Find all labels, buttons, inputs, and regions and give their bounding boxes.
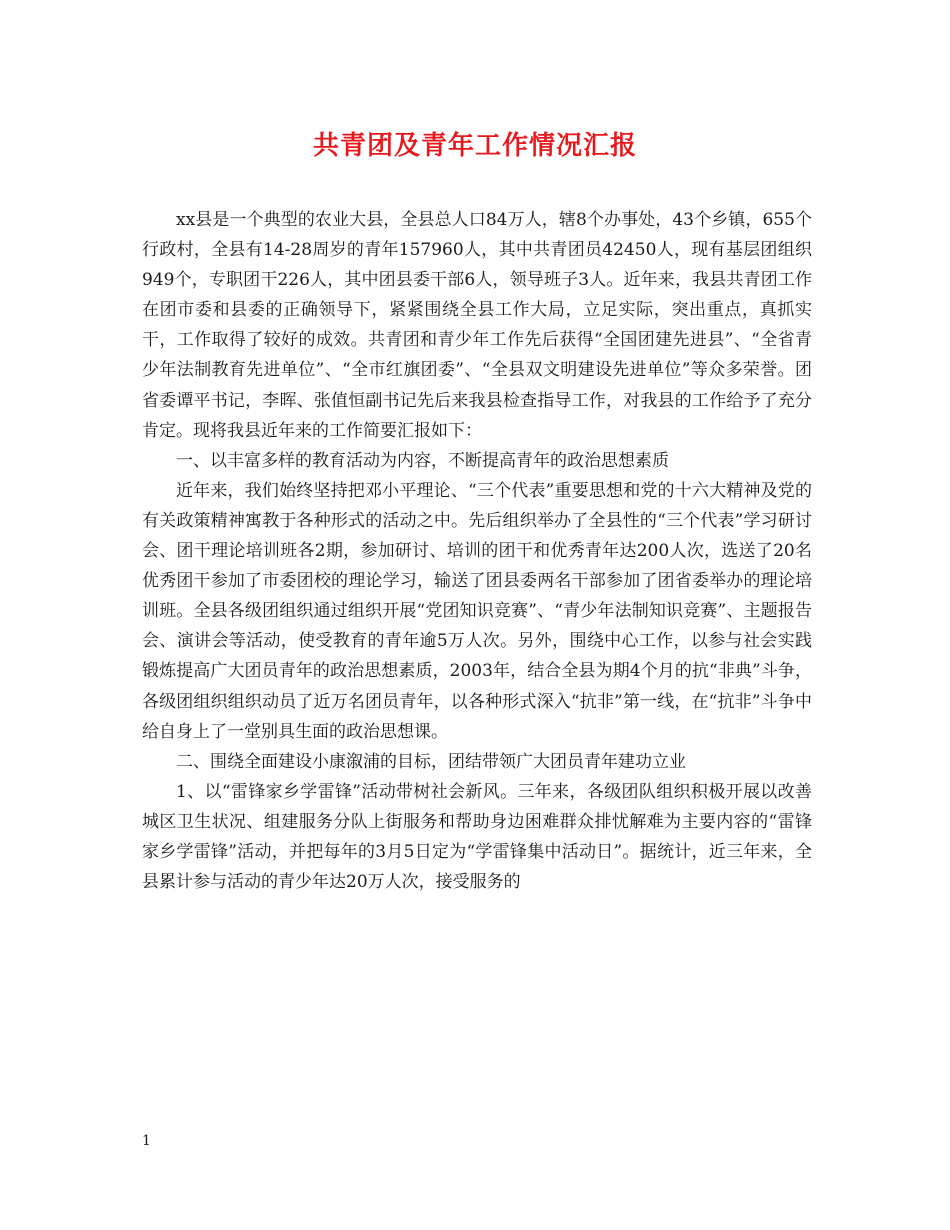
page-number: 1 — [142, 1133, 151, 1149]
section-heading-1: 一、以丰富多样的教育活动为内容，不断提高青年的政治思想素质 — [176, 450, 669, 471]
paragraph-intro: xx县是一个典型的农业大县，全县总人口84万人，辖8个办事处，43个乡镇，655个行政村，全县有14-28周岁的青年157960人，其中共青团员42450人，现有基层团组织949个，专职团干226人，其中团县委干部6人，领导班子3人。近年来，我县共青团工作在团市委和县委的正确领导下，紧紧围绕全县工作大局，立足实际，突出重点，真抓实干，工作取得了较好的成效。共青团和青少年工作先后获得“全国团建先进县”、“全省青少年法制教育先进单位”、“全市红旗团委”、“全县双文明建设先进单位”等众多荣誉。团省委谭平书记，李晖、张值恒副书记先后来我县检查指导工作，对我县的工作给予了充分肯定。现将我县近年来的工作简要汇报如下： — [142, 210, 812, 441]
document-title: 共青团及青年工作情况汇报 — [312, 131, 637, 161]
section-heading-2: 二、围绕全面建设小康溆浦的目标，团结带领广大团员青年建功立业 — [176, 751, 686, 772]
paragraph-section-1: 近年来，我们始终坚持把邓小平理论、“三个代表”重要思想和党的十六大精神及党的有关政策精神寓教于各种形式的活动之中。先后组织举办了全县性的“三个代表”学习研讨会、团干理论培训班各2期，参加研讨、培训的团干和优秀青年达200人次，选送了20名优秀团干参加了市委团校的理论学习，输送了团县委两名干部参加了团省委举办的理论培训班。全县各级团组织通过组织开展“党团知识竞赛”、“青少年法制知识竞赛”、主题报告会、演讲会等活动，使受教育的青年逾5万人次。另外，围绕中心工作，以参与社会实践锻炼提高广大团员青年的政治思想素质，2003年，结合全县为期4个月的抗“非典”斗争，各级团组织组织动员了近万名团员青年，以各种形式深入“抗非”第一线，在“抗非”斗争中给自身上了一堂别具生面的政治思想课。 — [142, 480, 812, 742]
document-body — [142, 205, 812, 897]
paragraph-section-2-item-1: 1、以“雷锋家乡学雷锋”活动带树社会新风。三年来，各级团队组织积极开展以改善城区卫生状况、组建服务分队上街服务和帮助身边困难群众排忧解难为主要内容的“雷锋家乡学雷锋”活动，并把每年的3月5日定为“学雷锋集中活动日”。据统计，近三年来，全县累计参与活动的青少年达20万人次，接受服务的 — [142, 781, 812, 893]
